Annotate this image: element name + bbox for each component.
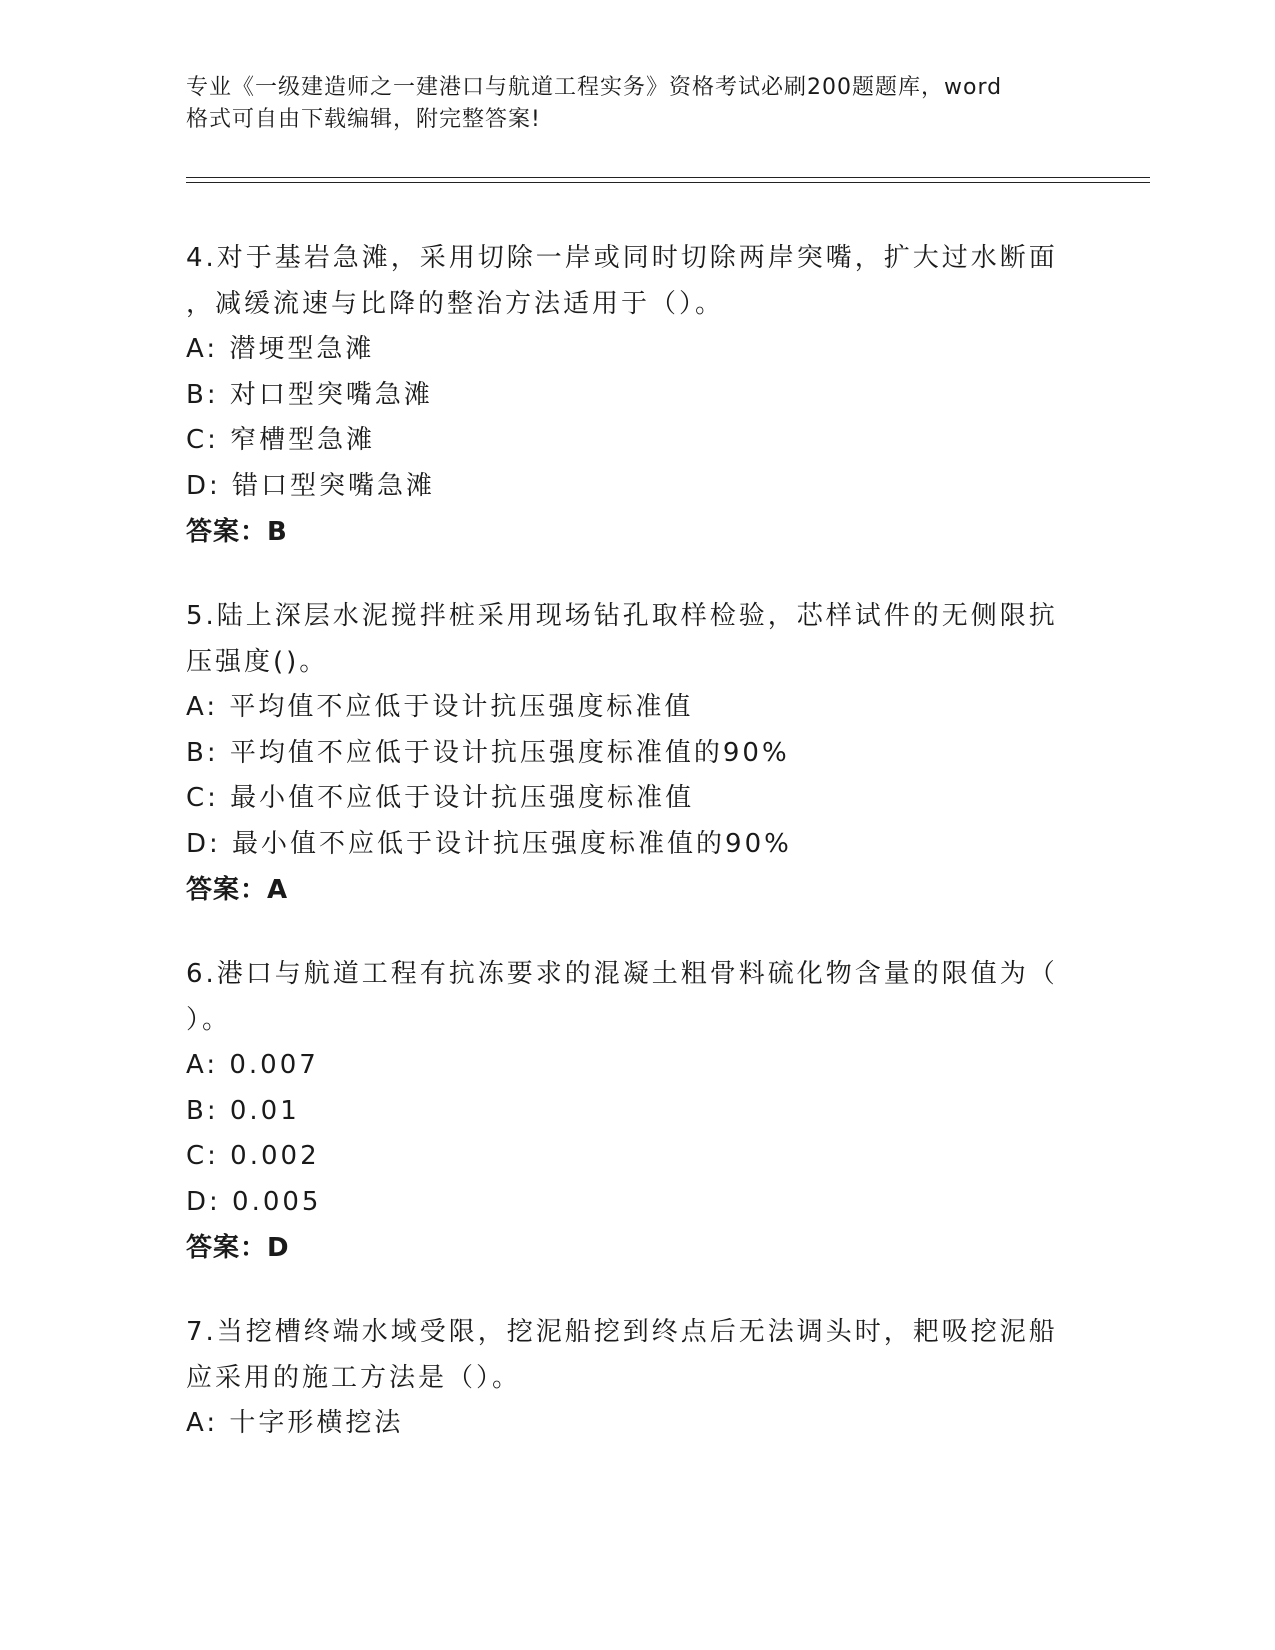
header-line-2: 格式可自由下载编辑，附完整答案!	[186, 107, 541, 132]
option-c: C: 0.002	[186, 1141, 320, 1171]
header-divider-bottom	[186, 182, 1150, 183]
question-stem-line: ）。	[186, 1005, 232, 1035]
question-7	[186, 1309, 1066, 1447]
option-b: B: 0.01	[186, 1095, 300, 1126]
question-stem	[186, 1309, 1066, 1401]
question-6	[186, 951, 1066, 1271]
option-b: B: 对口型突嘴急滩	[186, 379, 433, 410]
question-stem-line: 6.港口与航道工程有抗冻要求的混凝土粗骨料硫化物含量的限值为（	[186, 959, 1058, 989]
option-c: C: 最小值不应低于设计抗压强度标准值	[186, 783, 695, 813]
document-header	[186, 72, 1066, 136]
question-stem-line: 7.当挖槽终端水域受限，挖泥船挖到终点后无法调头时，耙吸挖泥船	[186, 1317, 1058, 1347]
question-stem-line: 应采用的施工方法是（）。	[186, 1363, 522, 1393]
option-a: A: 潜埂型急滩	[186, 334, 375, 364]
question-stem-line: ，减缓流速与比降的整治方法适用于（）。	[186, 289, 725, 319]
option-d: D: 最小值不应低于设计抗压强度标准值的90%	[186, 828, 792, 859]
option-a: A: 平均值不应低于设计抗压强度标准值	[186, 692, 694, 722]
question-stem-line: 5.陆上深层水泥搅拌桩采用现场钻孔取样检验，芯样试件的无侧限抗	[186, 601, 1058, 631]
answer-label: 答案：D	[186, 1233, 290, 1263]
question-stem-line: 压强度()。	[186, 647, 329, 677]
option-a: A: 十字形横挖法	[186, 1408, 404, 1438]
question-list	[186, 235, 1066, 1485]
option-b: B: 平均值不应低于设计抗压强度标准值的90%	[186, 737, 790, 768]
option-d: D: 错口型突嘴急滩	[186, 470, 436, 501]
question-stem	[186, 593, 1066, 685]
option-c: C: 窄槽型急滩	[186, 425, 376, 455]
answer-label: 答案：A	[186, 875, 289, 905]
option-d: D: 0.005	[186, 1186, 322, 1217]
question-4	[186, 235, 1066, 555]
question-stem	[186, 951, 1066, 1043]
question-stem	[186, 235, 1066, 327]
header-divider-top	[186, 177, 1150, 178]
question-stem-line: 4.对于基岩急滩，采用切除一岸或同时切除两岸突嘴，扩大过水断面	[186, 243, 1058, 273]
answer-label: 答案：B	[186, 517, 288, 547]
question-5	[186, 593, 1066, 913]
header-line-1: 专业《一级建造师之一建港口与航道工程实务》资格考试必刷200题题库，word	[186, 75, 1003, 100]
option-a: A: 0.007	[186, 1050, 319, 1080]
